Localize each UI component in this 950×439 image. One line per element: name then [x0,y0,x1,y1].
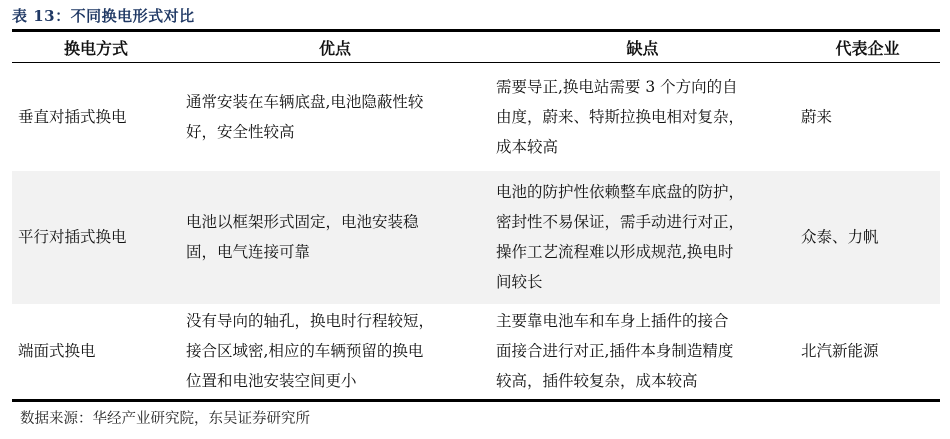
cell-line: 较高，插件较复杂，成本较高 [496,372,698,391]
table-row [12,304,940,401]
cell-line: 位置和电池安装空间更小 [186,372,357,391]
cell-line: 没有导向的轴孔，换电时行程较短， [186,312,435,331]
cell-mode: 垂直对插式换电 [18,107,127,126]
cell-companies: 众泰、力帆 [795,171,940,304]
cell-cons [490,171,795,304]
header-mode: 换电方式 [63,38,128,58]
table-header-row [12,31,940,63]
cell-companies: 北汽新能源 [801,342,879,361]
header-pros: 优点 [318,38,351,58]
cell-companies: 蔚来 [801,107,833,126]
cell-line: 操作工艺流程难以形成规范,换电时 [496,243,734,261]
table-row [12,63,940,171]
comparison-table [12,29,940,402]
table-row [12,171,940,304]
cell-line: 面接合进行对正,插件本身制造精度 [496,342,734,361]
cell-line: 接合区域密,相应的车辆预留的换电 [186,342,424,361]
cell-line: 由度，蔚来、特斯拉换电相对复杂， [496,107,745,126]
cell-line: 间较长 [496,273,543,291]
cell-pros [180,63,490,171]
cell-cons [490,304,795,401]
cell-line: 通常安装在车辆底盘,电池隐蔽性较 [186,92,424,111]
cell-line: 成本较高 [496,137,559,156]
cell-line: 固，电气连接可靠 [186,243,311,261]
cell-mode: 平行对插式换电 [12,171,180,304]
cell-line: 密封性不易保证，需手动进行对正， [496,213,745,231]
source-note: 数据来源：华经产业研究院，东吴证券研究所 [20,411,310,427]
cell-line: 主要靠电池车和车身上插件的接合 [496,312,729,331]
cell-cons [490,63,795,171]
cell-line: 电池的防护性依赖整车底盘的防护， [496,183,745,201]
cell-mode: 端面式换电 [18,342,96,361]
cell-pros [180,304,490,401]
cell-line: 需要导正,换电站需要 3 个方向的自 [496,77,738,96]
cell-line: 好，安全性较高 [186,122,295,141]
table-title: 表 13：不同换电形式对比 [12,7,195,25]
header-cons: 缺点 [626,38,659,58]
header-companies: 代表企业 [835,38,900,58]
cell-line: 电池以框架形式固定，电池安装稳 [186,213,419,231]
cell-pros [180,171,490,304]
